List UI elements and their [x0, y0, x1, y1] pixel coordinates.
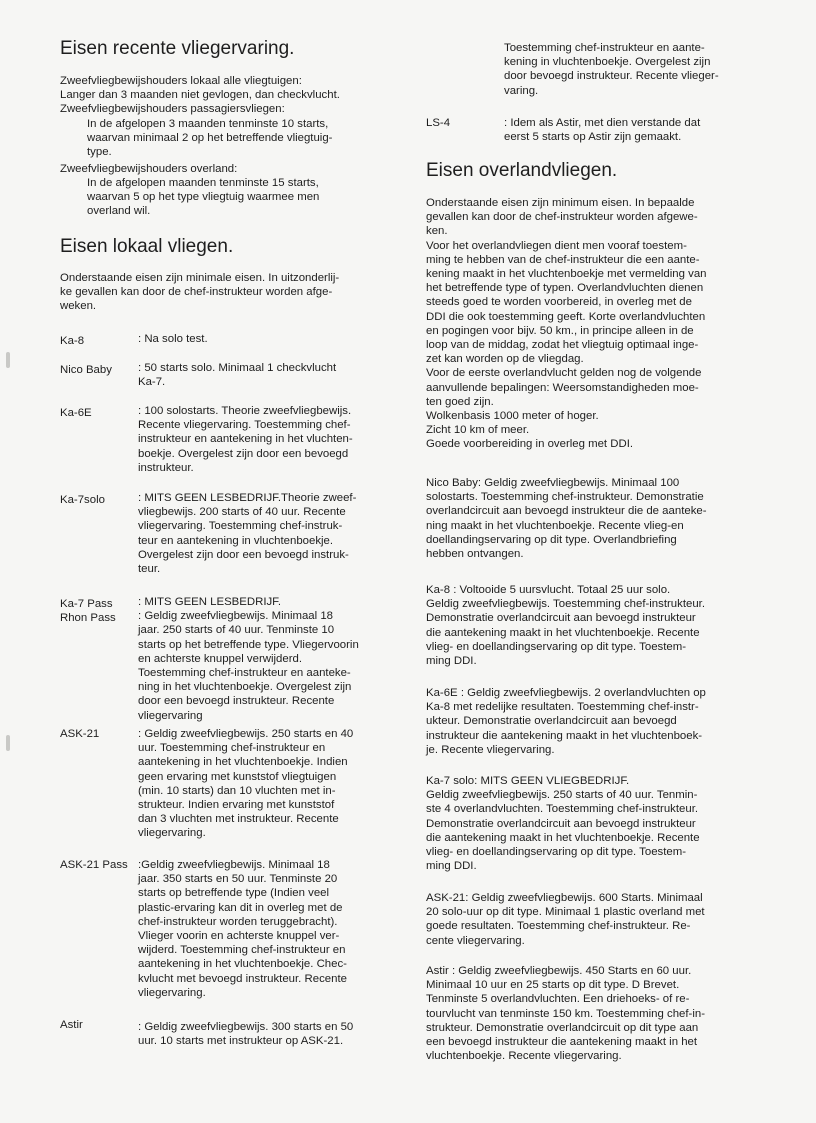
local-intro: Onderstaande eisen zijn minimale eisen. In uitzonderlij- ke gevallen kan door de chef-instrukteur worden afge- weken.	[60, 272, 340, 313]
item-term-ka7-rhon-pass: Ka-7 Pass Rhon Pass	[60, 598, 116, 625]
heading-local-flying: Eisen lokaal vliegen.	[60, 236, 234, 257]
item-def-nico-baby: : 50 starts solo. Minimaal 1 checkvlucht Ka-7.	[138, 362, 337, 389]
item-def-ka7solo: : MITS GEEN LESBEDRIJF.Theorie zweef- vliegbewijs. 200 starts of 40 uur. Recente vliegervaring. Toestemming chef-instruk- teur en aantekening in vluchtenboekje. Overgelest zijn door een bevoegd instruk- teur.	[138, 492, 357, 576]
recent-line-5: Zweefvliegbewijshouders overland:	[60, 163, 238, 175]
overland-nico-baby: Nico Baby: Geldig zweefvliegbewijs. Minimaal 100 solostarts. Toestemming chef-instrukteur. Demonstratie overlandcircuit aan bevoegd instrukteur die de aanteke- ning maakt in het vluchtenboekje. Recente vlieg-en doellandingservaring op dit type. Overlandbriefing hebben ontvangen.	[426, 477, 707, 561]
overland-ask21: ASK-21: Geldig zweefvliegbewijs. 600 Starts. Minimaal 20 solo-uur op dit type. Minimaal 1 plastic overland met goede resultaten. Toestemming chef-instrukteur. Re- cente vliegervaring.	[426, 892, 705, 947]
heading-recent-experience: Eisen recente vliegervaring.	[60, 38, 295, 59]
punch-hole-bottom	[6, 735, 10, 751]
item-def-astir: : Geldig zweefvliegbewijs. 300 starts en 50 uur. 10 starts met instrukteur op ASK-21.	[138, 1021, 354, 1048]
item-term-ka8: Ka-8	[60, 335, 85, 347]
recent-line-4: In de afgelopen 3 maanden tenminste 10 starts, waarvan minimaal 2 op het betreffende vliegtuig- type.	[87, 118, 333, 159]
astir-continuation: Toestemming chef-instrukteur en aante- kening in vluchtenboekje. Overgelest zijn door bevoegd instrukteur. Recente vlieger- varing.	[504, 42, 719, 97]
punch-hole-top	[6, 352, 10, 368]
item-def-ka8: : Na solo test.	[138, 333, 208, 345]
item-term-ask21: ASK-21	[60, 728, 100, 740]
recent-line-3: Zweefvliegbewijshouders passagiersvliegen:	[60, 103, 285, 115]
overland-astir: Astir : Geldig zweefvliegbewijs. 450 Starts en 60 uur. Minimaal 10 uur en 25 starts op dit type. D Brevet. Tenminste 5 overlandvluchten. Een driehoeks- of re- tourvlucht van tenminste 150 km. Toestemming chef-in- strukteur. Demonstratie overlandcircuit op dit type aan een bevoegd instrukteur die aantekening maakt in het vluchtenboekje. Recente vliegervaring.	[426, 965, 705, 1063]
recent-line-2: Langer dan 3 maanden niet gevlogen, dan checkvlucht.	[60, 89, 340, 101]
recent-line-1: Zweefvliegbewijshouders lokaal alle vliegtuigen:	[60, 75, 302, 87]
overland-ka7-solo: Ka-7 solo: MITS GEEN VLIEGBEDRIJF. Geldig zweefvliegbewijs. 250 starts of 40 uur. Tenmin- ste 4 overlandvluchten. Toestemming chef-instrukteur. Demonstratie overlandcircuit aan bevoegd instrukteur die aantekening maakt in het vluchtenboekje. Recente vlieg- en doellandingservaring op dit type. Toestem- ming DDI.	[426, 775, 700, 873]
overland-ka8: Ka-8 : Voltooide 5 uursvlucht. Totaal 25 uur solo. Geldig zweefvliegbewijs. Toestemming chef-instrukteur. Demonstratie overlandcircuit aan bevoegd instrukteur die aantekening maakt in het vluchtenboekje. Recente vlieg- en doellandingservaring op dit type. Toestem- ming DDI.	[426, 584, 705, 668]
item-def-ka6e: : 100 solostarts. Theorie zweefvliegbewijs. Recente vliegervaring. Toestemming chef- instrukteur en aantekening in het vluchten- boekje. Overgelest zijn door een bevoegd instrukteur.	[138, 405, 353, 474]
item-term-astir: Astir	[60, 1019, 83, 1031]
item-def-ka7-rhon-pass: : MITS GEEN LESBEDRIJF. : Geldig zweefvliegbewijs. Minimaal 18 jaar. 250 starts of 40 uur. Tenminste 10 starts op het betreffende type. Vliegervoorin en achterste knuppel verwijderd. Toestemming chef-instrukteur en aanteke- ning in het vluchtenboekje. Overgelest zijn door een bevoegd instrukteur. Recente vliegervaring	[138, 596, 359, 722]
recent-line-6: In de afgelopen maanden tenminste 15 starts, waarvan 5 op het type vliegtuig waarmee men overland wil.	[87, 177, 320, 218]
item-term-ka6e: Ka-6E	[60, 407, 92, 419]
item-term-ask21-pass: ASK-21 Pass	[60, 859, 128, 871]
overland-ka6e: Ka-6E : Geldig zweefvliegbewijs. 2 overlandvluchten op Ka-8 met redelijke resultaten. Toestemming chef-instr- ukteur. Demonstratie overlandcircuit aan bevoegd instrukteur die aantekening maakt in het vluchtenboek- je. Recente vliegervaring.	[426, 687, 706, 756]
heading-overland-flying: Eisen overlandvliegen.	[426, 160, 618, 181]
item-term-ls4: LS-4	[426, 117, 451, 129]
item-term-ka7solo: Ka-7solo	[60, 494, 105, 506]
item-term-nico-baby: Nico Baby	[60, 364, 112, 376]
overland-intro: Onderstaande eisen zijn minimum eisen. In bepaalde gevallen kan door de chef-instrukteur worden afgewe- ken. Voor het overlandvliegen dient men vooraf toestem- ming te hebben van de chef-instrukteur die een aante- kening maakt in het vluchtenboekje met vermelding van het betreffende type of typen. Overlandvluchten dienen steeds goed te worden voorbereid, in overleg met de DDI die ook toestemming geeft. Korte overlandvluchten en pogingen voor bijv. 50 km., in principe alleen in de loop van de middag, zodat het vliegtuig optimaal inge- zet kan worden op de vliegdag. Voor de eerste overlandvlucht gelden nog de volgende aanvullende bepalingen: Weersomstandigheden moe- ten goed zijn. Wolkenbasis 1000 meter of hoger. Zicht 10 km of meer. Goede voorbereiding in overleg met DDI.	[426, 197, 707, 451]
item-def-ask21-pass: :Geldig zweefvliegbewijs. Minimaal 18 jaar. 350 starts en 50 uur. Tenminste 20 starts op betreffende type (Indien veel plastic-ervaring kan dit in overleg met de chef-instrukteur worden teruggebracht). Vlieger voorin en achterste knuppel ver- wijderd. Toestemming chef-instrukteur en aantekening in het vluchtenboekje. Chec- kvlucht met bevoegd instrukteur. Recente vliegervaring.	[138, 859, 347, 999]
item-def-ls4: : Idem als Astir, met dien verstande dat eerst 5 starts op Astir zijn gemaakt.	[504, 117, 701, 144]
item-def-ask21: : Geldig zweefvliegbewijs. 250 starts en 40 uur. Toestemming chef-instrukteur en aantekening in het vluchtenboekje. Indien geen ervaring met kunststof vliegtuigen (min. 10 starts) dan 10 vluchten met in- strukteur. Indien ervaring met kunststof dan 3 vluchten met instrukteur. Recente vliegervaring.	[138, 728, 354, 840]
